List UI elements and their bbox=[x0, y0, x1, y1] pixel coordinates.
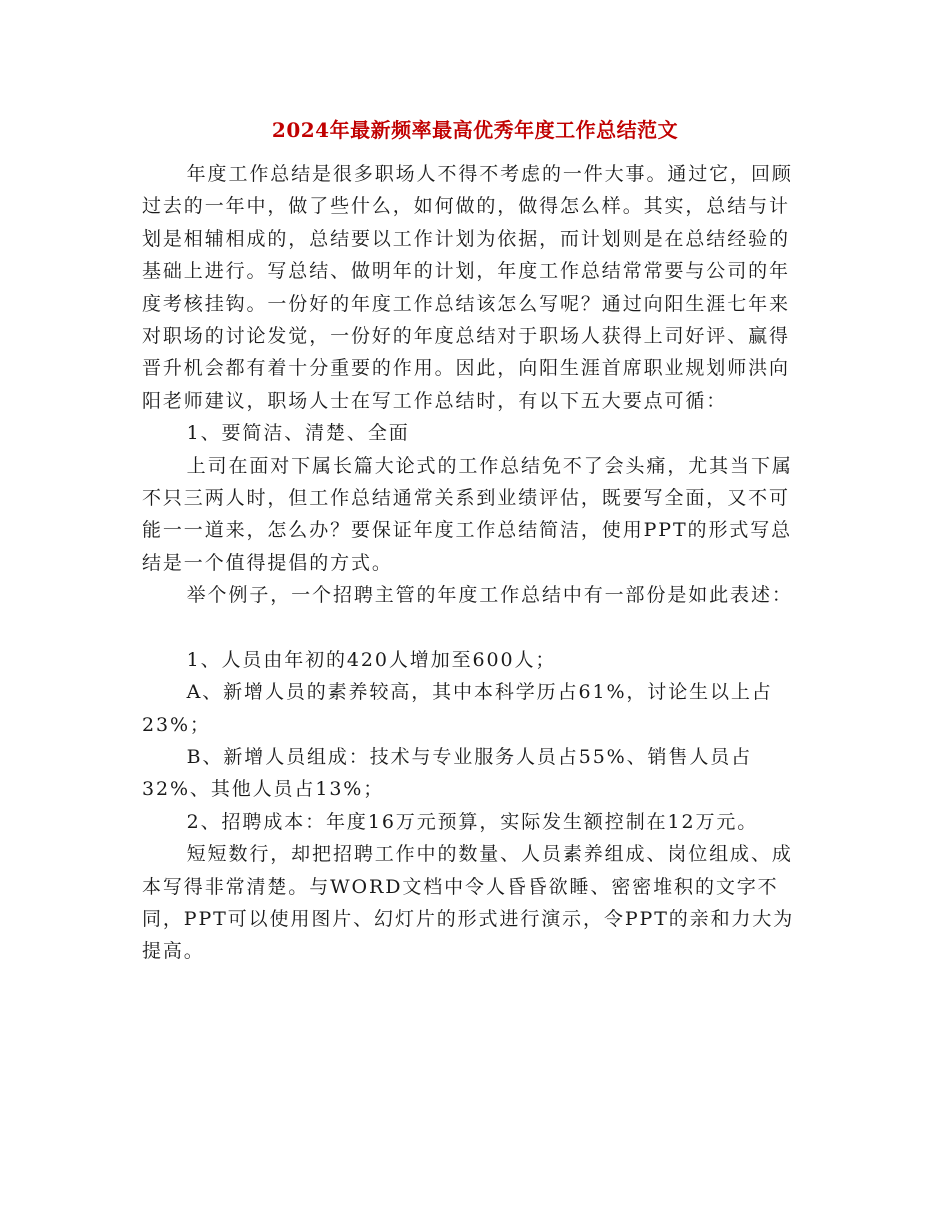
paragraph-intro: 年度工作总结是很多职场人不得不考虑的一件大事。通过它，回顾过去的一年中，做了些什么，如何做的，做得怎么样。其实，总结与计划是相辅相成的，总结要以工作计划为依据，而计划则是在总结经验的基础上进行。写总结、做明年的计划，年度工作总结常常要与公司的年度考核挂钩。一份好的年度工作总结该怎么写呢？通过向阳生涯七年来对职场的讨论发觉，一份好的年度总结对于职场人获得上司好评、赢得晋升机会都有着十分重要的作用。因此，向阳生涯首席职业规划师洪向阳老师建议，职场人士在写工作总结时，有以下五大要点可循： bbox=[142, 163, 793, 412]
heading-point-1: 1、要简洁、清楚、全面 bbox=[186, 422, 410, 445]
document-body bbox=[142, 158, 808, 968]
list-item-composition: B、新增人员组成：技术与专业服务人员占55%、销售人员占32%、其他人员占13%； bbox=[142, 745, 753, 801]
paragraph-boss-view: 上司在面对下属长篇大论式的工作总结免不了会头痛，尤其当下属不只三两人时，但工作总结通常关系到业绩评估，既要写全面，又不可能一一道来，怎么办？要保证年度工作总结简洁，使用PPT的形式写总结是一个值得提倡的方式。 bbox=[142, 454, 793, 574]
list-item-cost: 2、招聘成本：年度16万元预算，实际发生额控制在12万元。 bbox=[186, 810, 759, 833]
list-item-quality: A、新增人员的素养较高，其中本科学历占61%，讨论生以上占23%； bbox=[142, 681, 773, 736]
paragraph-example-intro: 举个例子，一个招聘主管的年度工作总结中有一部份是如此表述： bbox=[186, 584, 793, 607]
paragraph-conclusion: 短短数行，却把招聘工作中的数量、人员素养组成、岗位组成、成本写得非常清楚。与WORD文档中令人昏昏欲睡、密密堆积的文字不同，PPT可以使用图片、幻灯片的形式进行演示，令PPT的亲和力大为提高。 bbox=[142, 843, 795, 963]
document-title: 2024年最新频率最高优秀年度工作总结范文 bbox=[271, 118, 679, 142]
list-item-headcount: 1、人员由年初的420人增加至600人； bbox=[186, 648, 557, 671]
